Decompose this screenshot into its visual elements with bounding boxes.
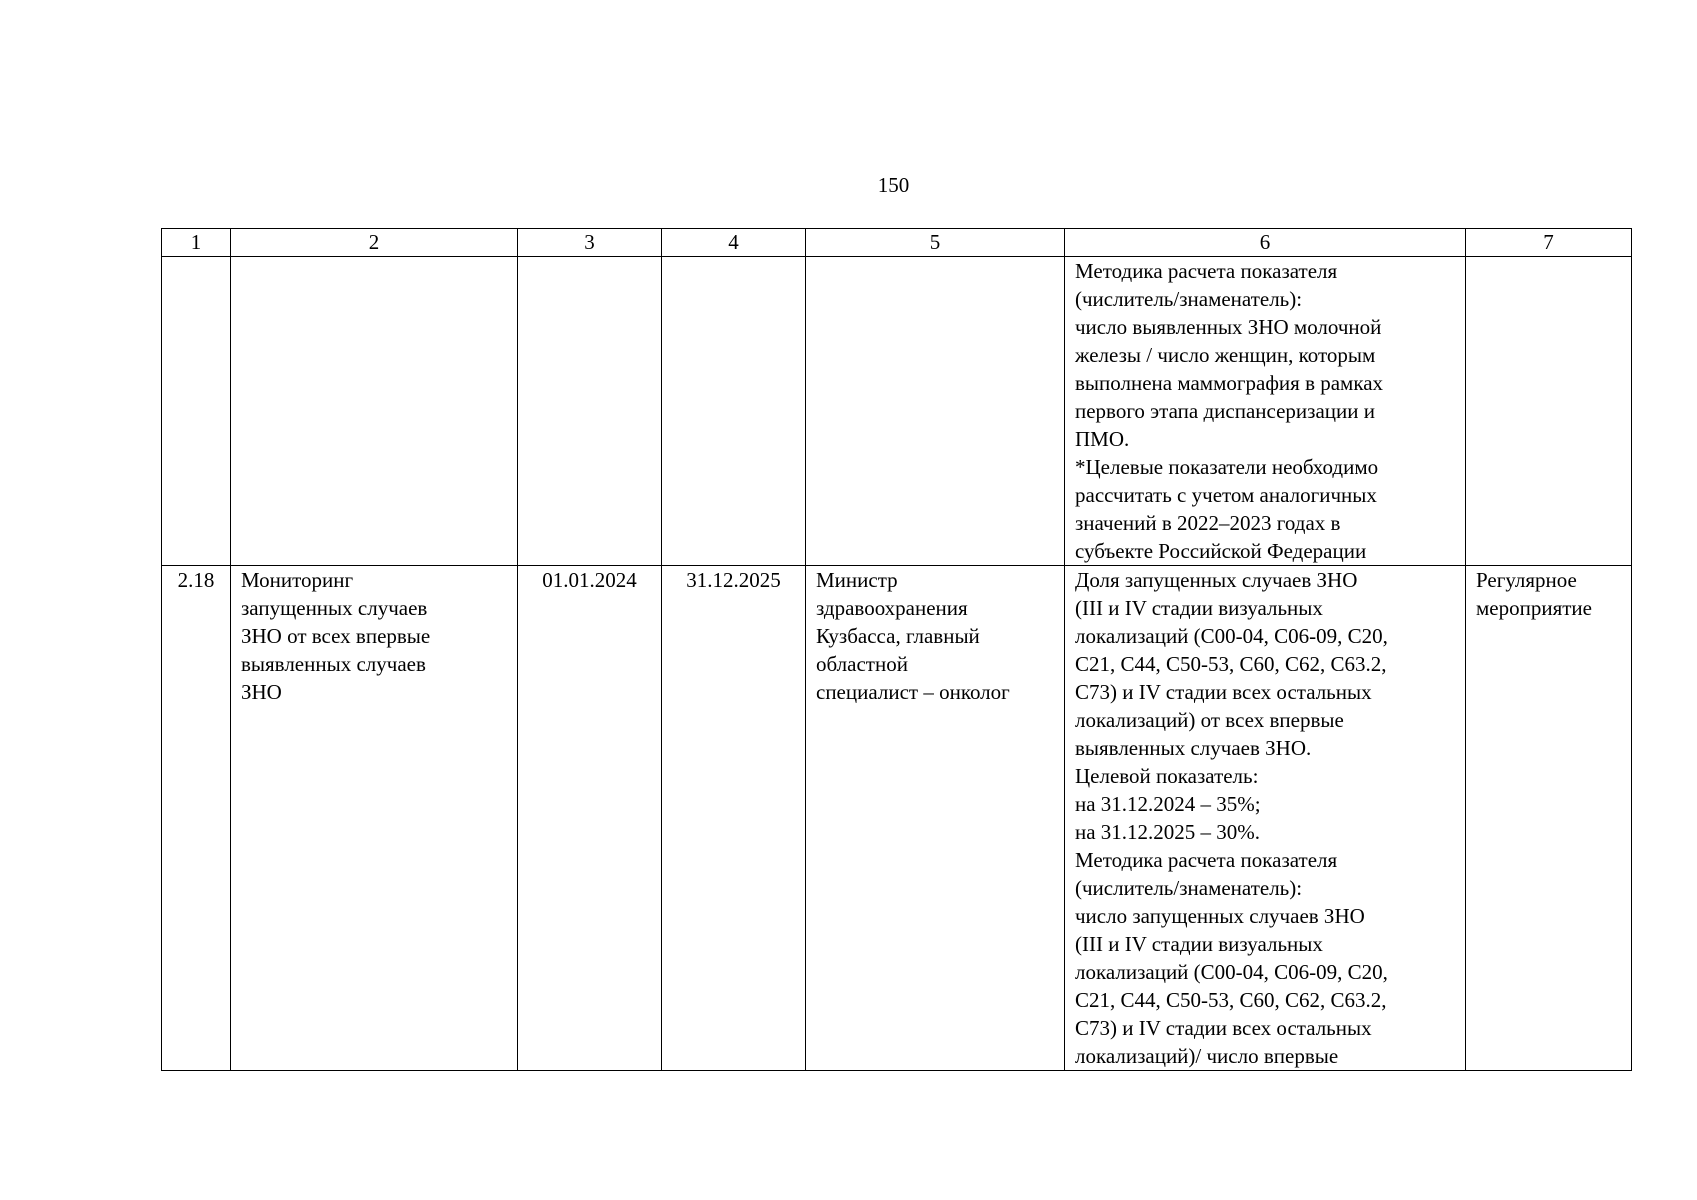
text-line: С21, С44, С50-53, С60, С62, С63.2, xyxy=(1075,652,1387,676)
row1-col2 xyxy=(231,257,518,566)
text-line: на 31.12.2025 – 30%. xyxy=(1075,820,1261,844)
text-line: запущенных случаев xyxy=(241,596,428,620)
table-row xyxy=(162,566,1632,1071)
row1-col4 xyxy=(662,257,806,566)
plan-table xyxy=(161,228,1632,1071)
text-line: Кузбасса, главный xyxy=(816,624,980,648)
text-line: выявленных случаев ЗНО. xyxy=(1075,736,1312,760)
text-line: ЗНО от всех впервые xyxy=(241,624,431,648)
text-line: первого этапа диспансеризации и xyxy=(1075,399,1375,423)
text-line: значений в 2022–2023 годах в xyxy=(1075,511,1341,535)
row2-end-date: 31.12.2025 xyxy=(662,566,806,1071)
header-col-4: 4 xyxy=(662,229,806,257)
header-col-2: 2 xyxy=(231,229,518,257)
text-line: *Целевые показатели необходимо xyxy=(1075,455,1379,479)
text-line: специалист – онколог xyxy=(816,680,1010,704)
header-col-1: 1 xyxy=(162,229,231,257)
text-line: железы / число женщин, которым xyxy=(1075,343,1376,367)
text-line: (числитель/знаменатель): xyxy=(1075,287,1303,311)
text-line: Регулярное xyxy=(1476,568,1577,592)
text-line: Доля запущенных случаев ЗНО xyxy=(1075,568,1358,592)
text-line: Министр xyxy=(816,568,898,592)
text-line: (III и IV стадии визуальных xyxy=(1075,932,1323,956)
row2-start-date: 01.01.2024 xyxy=(518,566,662,1071)
row1-col1 xyxy=(162,257,231,566)
row2-indicator xyxy=(1065,566,1466,1071)
text-line: здравоохранения xyxy=(816,596,968,620)
header-col-3: 3 xyxy=(518,229,662,257)
row1-col7 xyxy=(1466,257,1632,566)
header-col-5: 5 xyxy=(806,229,1065,257)
text-line: субъекте Российской Федерации xyxy=(1075,539,1367,563)
text-line: Методика расчета показателя xyxy=(1075,848,1338,872)
text-line: Методика расчета показателя xyxy=(1075,259,1338,283)
row2-responsible xyxy=(806,566,1065,1071)
text-line: С73) и IV стадии всех остальных xyxy=(1075,680,1372,704)
header-row xyxy=(162,229,1632,257)
text-line: локализаций (С00-04, С06-09, С20, xyxy=(1075,624,1388,648)
text-line: на 31.12.2024 – 35%; xyxy=(1075,792,1261,816)
text-line: С73) и IV стадии всех остальных xyxy=(1075,1016,1372,1040)
text-line: выполнена маммография в рамках xyxy=(1075,371,1384,395)
row2-type xyxy=(1466,566,1632,1071)
text-line: мероприятие xyxy=(1476,596,1592,620)
text-line: (числитель/знаменатель): xyxy=(1075,876,1303,900)
text-line: рассчитать с учетом аналогичных xyxy=(1075,483,1377,507)
text-line: выявленных случаев xyxy=(241,652,426,676)
row2-number: 2.18 xyxy=(162,566,231,1071)
row1-col5 xyxy=(806,257,1065,566)
text-line: число запущенных случаев ЗНО xyxy=(1075,904,1365,928)
text-line: локализаций (С00-04, С06-09, С20, xyxy=(1075,960,1388,984)
text-line: Мониторинг xyxy=(241,568,354,592)
row2-activity xyxy=(231,566,518,1071)
row1-col3 xyxy=(518,257,662,566)
text-line: локализаций) от всех впервые xyxy=(1075,708,1344,732)
row1-col6-methodology xyxy=(1065,257,1466,566)
text-line: Целевой показатель: xyxy=(1075,764,1259,788)
header-col-7: 7 xyxy=(1466,229,1632,257)
text-line: областной xyxy=(816,652,908,676)
text-line: ЗНО xyxy=(241,680,282,704)
page-number: 150 xyxy=(877,173,910,197)
header-col-6: 6 xyxy=(1065,229,1466,257)
text-line: число выявленных ЗНО молочной xyxy=(1075,315,1382,339)
text-line: С21, С44, С50-53, С60, С62, С63.2, xyxy=(1075,988,1387,1012)
text-line: (III и IV стадии визуальных xyxy=(1075,596,1323,620)
text-line: ПМО. xyxy=(1075,427,1130,451)
text-line: локализаций)/ число впервые xyxy=(1075,1044,1339,1068)
table-row xyxy=(162,257,1632,566)
